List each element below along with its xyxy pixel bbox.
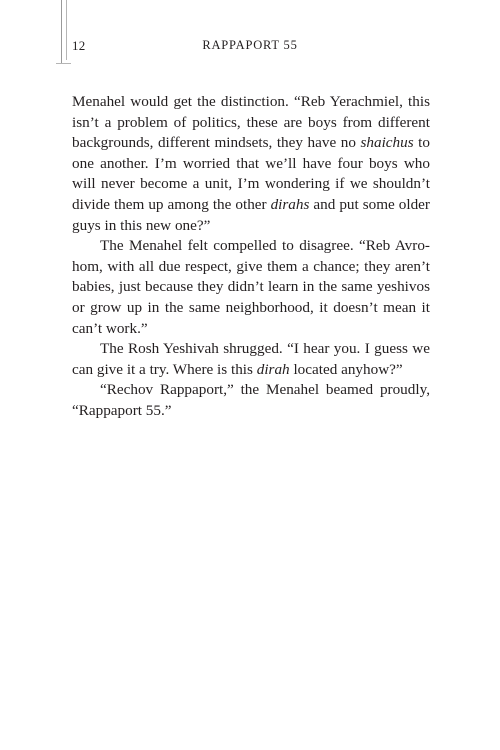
paragraph [72,92,430,236]
text-run: to one another. I’m worried that we’ll have four boys who will never become a unit, I’m wondering if we shouldn’t divide them up among the other [72,134,430,213]
text-run: and put some older guys in this new one?” [72,195,430,234]
paragraph [72,339,430,380]
paragraph [72,236,430,339]
text-run: The Rosh Yeshivah shrugged. “I hear you. I guess we can give it a try. Where is this [72,340,430,378]
text-run: Menahel would get the distinction. “Reb Yerachmiel, this isn’t a problem of politics, these are boys from different backgrounds, different mindsets, they have no [72,93,430,152]
crop-mark [61,0,62,64]
page-number: 12 [72,38,86,53]
text-run: The Menahel felt compelled to disagree. “Reb Avro-hom, with all due respect, give them a chance; they aren’t babies, just because they didn’t learn in the same yeshivos or grow up in the same neighborhood, it doesn’t mean it can’t work.” [72,237,430,337]
text-run: located anyhow?” [289,360,403,378]
text-run: “Rechov Rappaport,” the Menahel beamed proudly, “Rappaport 55.” [72,381,430,419]
paragraph [72,380,430,421]
body-text [72,92,430,422]
italic-term: dirahs [270,195,310,213]
running-head: RAPPAPORT 55 [202,38,298,52]
italic-term: shaichus [360,134,414,152]
crop-mark [56,63,71,64]
italic-term: dirah [256,360,290,378]
